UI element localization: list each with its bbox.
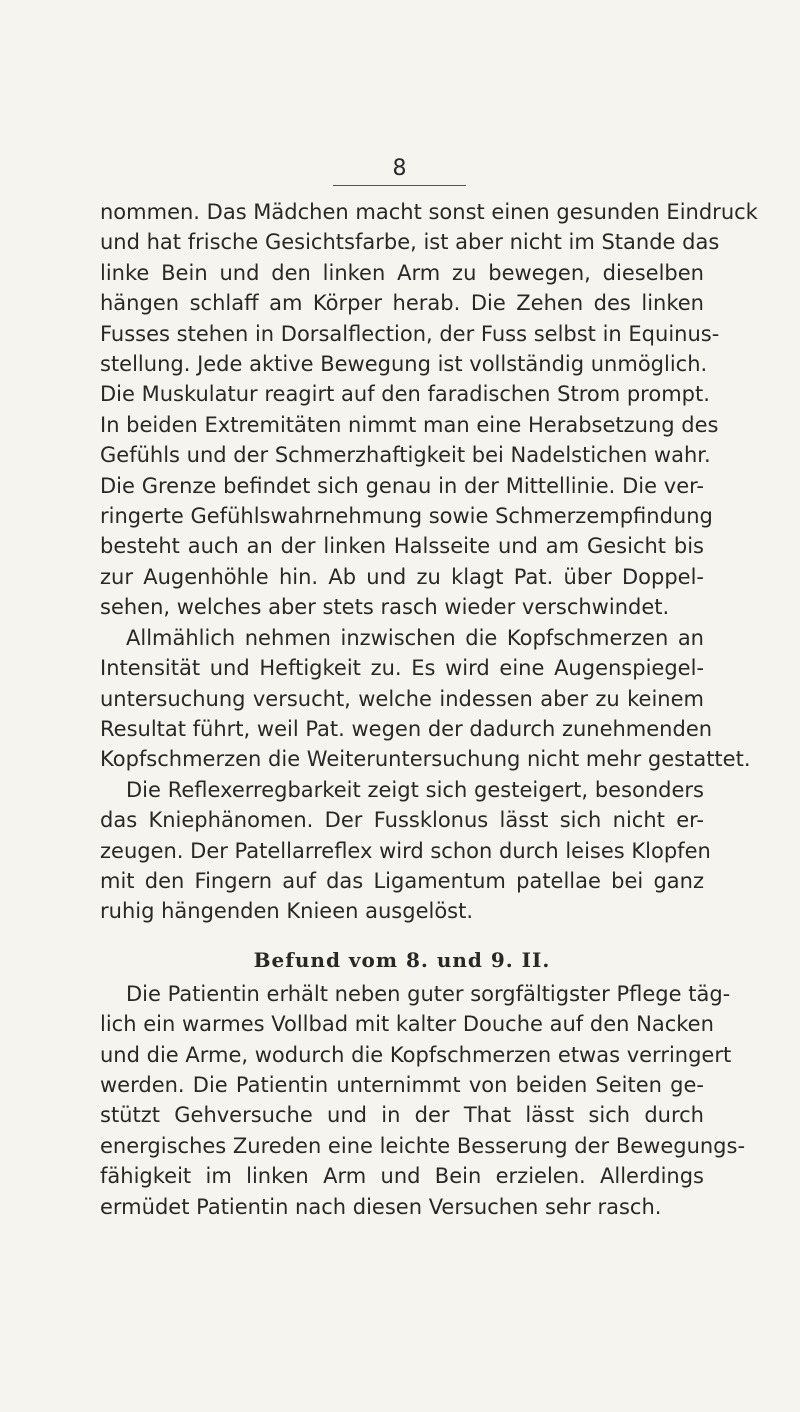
- text-line: ruhig hängenden Knieen ausgelöst.: [100, 899, 474, 924]
- text-line: das Kniephänomen. Der Fussklonus lässt sich nicht er-: [100, 808, 704, 833]
- text-line: mit den Fingern auf das Ligamentum patellae bei ganz: [100, 868, 704, 893]
- text-line: untersuchung versucht, welche indessen aber zu keinem: [100, 686, 704, 711]
- text-line: linke Bein und den linken Arm zu bewegen, dieselben: [100, 260, 704, 285]
- text-line: lich ein warmes Vollbad mit kalter Douche auf den Nacken: [100, 1012, 714, 1037]
- text-line: ringerte Gefühlswahrnehmung sowie Schmerzempfindung: [100, 504, 713, 529]
- page-body: [100, 197, 758, 1222]
- text-line: stellung. Jede aktive Bewegung ist vollständig unmöglich.: [100, 352, 708, 377]
- text-line: stützt Gehversuche und in der That lässt sich durch: [100, 1103, 704, 1128]
- text-line: energisches Zureden eine leichte Besserung der Bewegungs-: [100, 1133, 746, 1158]
- text-line: In beiden Extremitäten nimmt man eine Herabsetzung des: [100, 412, 719, 437]
- text-line: hängen schlaff am Körper herab. Die Zehen des linken: [100, 291, 704, 316]
- section-heading: Befund vom 8. und 9. II.: [253, 947, 551, 972]
- text-line: und hat frische Gesichtsfarbe, ist aber nicht im Stande das: [100, 230, 720, 255]
- text-line: besteht auch an der linken Halsseite und am Gesicht bis: [100, 534, 704, 559]
- paragraph-3: [100, 775, 711, 927]
- text-line: Die Grenze befindet sich genau in der Mittellinie. Die ver-: [100, 473, 704, 498]
- text-line: Gefühls und der Schmerzhaftigkeit bei Nadelstichen wahr.: [100, 443, 711, 468]
- header-rule: [333, 185, 466, 186]
- text-line: Allmählich nehmen inzwischen die Kopfschmerzen an: [126, 625, 704, 650]
- text-line: Kopfschmerzen die Weiteruntersuchung nicht mehr gestattet.: [100, 747, 751, 772]
- paragraph-1: [100, 197, 758, 623]
- text-line: Die Muskulatur reagirt auf den faradischen Strom prompt.: [100, 382, 710, 407]
- text-line: zeugen. Der Patellarreflex wird schon durch leises Klopfen: [100, 838, 711, 863]
- text-line: sehen, welches aber stets rasch wieder verschwindet.: [100, 595, 670, 620]
- text-line: Die Patientin erhält neben guter sorgfältigster Pflege täg-: [126, 981, 731, 1006]
- text-line: Resultat führt, weil Pat. wegen der dadurch zunehmenden: [100, 716, 713, 741]
- text-line: fähigkeit im linken Arm und Bein erzielen. Allerdings: [100, 1164, 704, 1189]
- text-line: werden. Die Patientin unternimmt von beiden Seiten ge-: [100, 1072, 704, 1097]
- text-line: Intensität und Heftigkeit zu. Es wird eine Augenspiegel-: [100, 656, 704, 681]
- text-line: Fusses stehen in Dorsalflection, der Fuss selbst in Equinus-: [100, 321, 720, 346]
- paragraph-4: [100, 979, 746, 1222]
- page-number: 8: [392, 156, 408, 181]
- text-line: zur Augenhöhle hin. Ab und zu klagt Pat. über Doppel-: [100, 564, 704, 589]
- text-line: nommen. Das Mädchen macht sonst einen gesunden Eindruck: [100, 200, 758, 224]
- text-line: ermüdet Patientin nach diesen Versuchen sehr rasch.: [100, 1194, 662, 1219]
- text-line: und die Arme, wodurch die Kopfschmerzen etwas verringert: [100, 1042, 732, 1067]
- paragraph-2: [100, 623, 751, 775]
- text-line: Die Reflexerregbarkeit zeigt sich gesteigert, besonders: [126, 777, 704, 802]
